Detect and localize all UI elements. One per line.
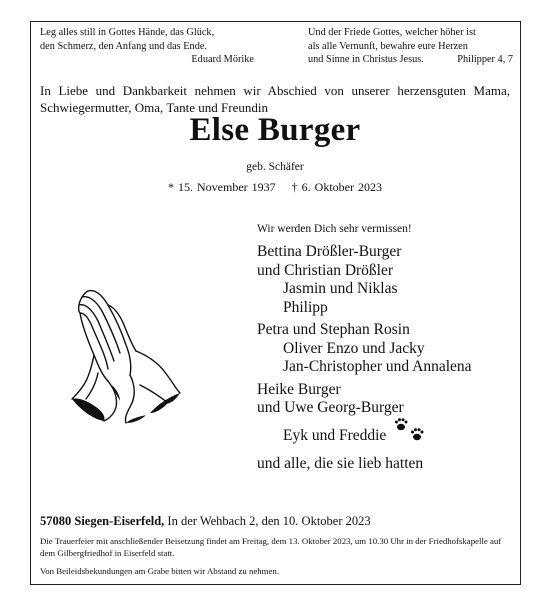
mourner-line: und Christian Drößler xyxy=(257,261,394,279)
verse-line: Leg alles still in Gottes Hände, das Glück, xyxy=(40,27,215,38)
verse-author: Eduard Mörike xyxy=(191,54,254,66)
verse-right xyxy=(308,26,513,67)
verse-last-row xyxy=(308,53,513,67)
mourner-line: Philipp xyxy=(283,298,328,316)
mourner-line-with-paws xyxy=(257,418,472,446)
mourner-closing: und alle, die sie lieb hatten xyxy=(257,455,424,472)
verse-line: Und der Friede Gottes, welcher höher ist xyxy=(308,27,476,38)
mourner-line: Eyk und Freddie xyxy=(283,426,387,444)
paw-prints-icon xyxy=(394,418,426,442)
place-date-line xyxy=(40,514,514,529)
praying-hands-icon xyxy=(68,285,188,425)
intro-line: Schwiegermutter, Oma, Tante und Freundin xyxy=(40,100,268,115)
place: 57080 Siegen-Eiserfeld, xyxy=(40,514,165,528)
verse-reference: Philipper 4, 7 xyxy=(457,54,513,66)
maiden-name: geb. Schäfer xyxy=(246,161,304,173)
address-date: In der Wehbach 2, den 10. Oktober 2023 xyxy=(167,514,371,528)
verse-line: und Sinne in Christus Jesus. xyxy=(308,54,424,66)
mourner-line: Petra und Stephan Rosin xyxy=(257,321,410,338)
mourner-line: Heike Burger xyxy=(257,380,341,398)
footer xyxy=(40,514,514,578)
intro-line: In Liebe und Dankbarkeit nehmen wir Abschied von unserer herzensguten Mama, xyxy=(40,83,510,98)
verse-line: den Schmerz, den Anfang und das Ende. xyxy=(40,40,207,52)
mourner-line: Oliver Enzo und Jacky xyxy=(283,339,425,357)
verse-left xyxy=(40,26,254,67)
verse-line: als alle Vernunft, bewahre eure Herzen xyxy=(308,40,468,52)
birth-date: * 15. November 1937 xyxy=(168,180,276,194)
funeral-info: Die Trauerfeier mit anschließender Beisetzung findet am Freitag, dem 13. Oktober 2023, um 10.30 Uhr in der Friedhofskapelle auf dem Gilbergfriedhof in Eiserfeld statt. xyxy=(40,536,502,558)
deceased-name: Else Burger xyxy=(189,112,361,148)
miss-line: Wir werden Dich sehr vermissen! xyxy=(257,223,412,235)
life-dates xyxy=(0,180,550,195)
death-date: † 6. Oktober 2023 xyxy=(291,180,382,194)
mourner-line: Bettina Drößler-Burger xyxy=(257,243,402,260)
mourner-line: Jasmin und Niklas xyxy=(283,280,398,297)
condolence-note: Von Beileidsbekundungen am Grabe bitten wir Abstand zu nehmen. xyxy=(40,566,280,576)
mourner-line: und Uwe Georg-Burger xyxy=(257,399,404,416)
mourner-line: Jan-Christopher und Annalena xyxy=(283,358,472,375)
mourner-list xyxy=(257,243,472,474)
intro-text xyxy=(40,82,510,116)
